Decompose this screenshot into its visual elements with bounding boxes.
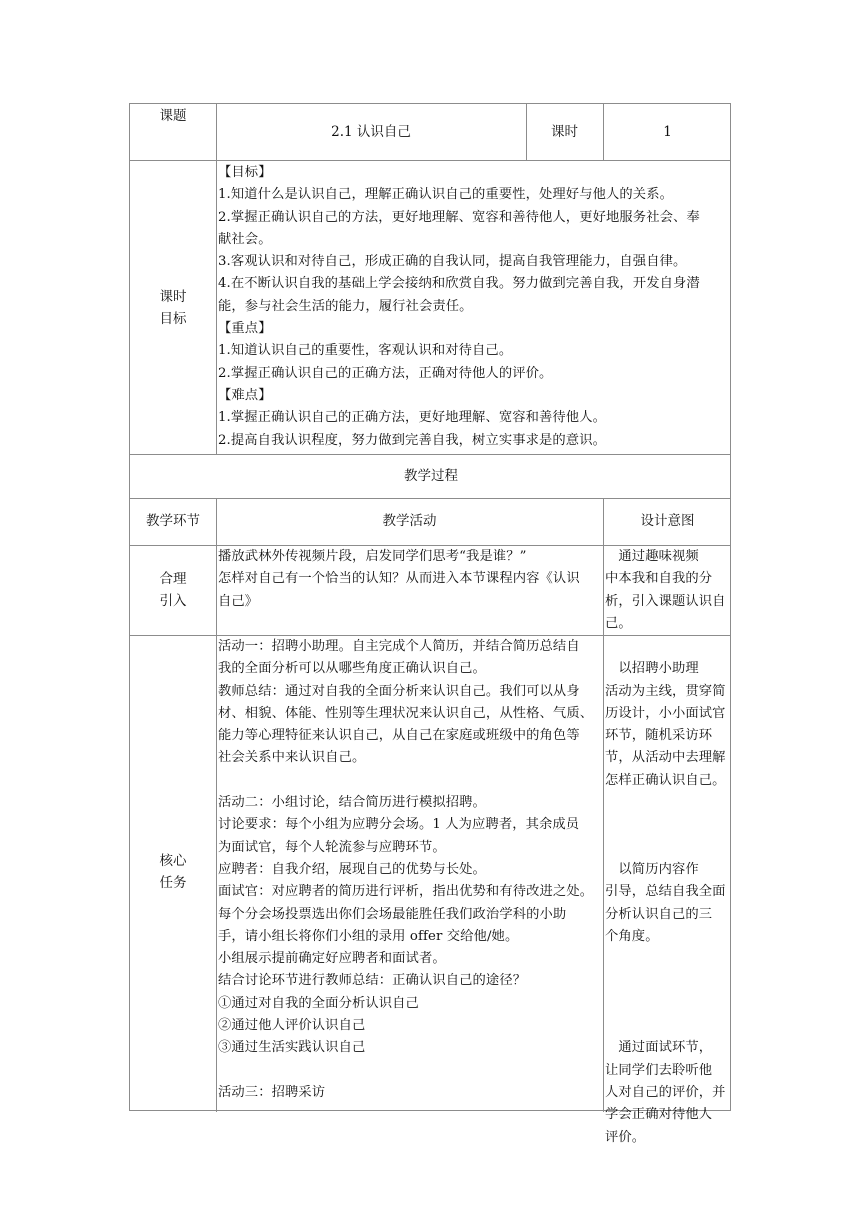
core-intent-line [605, 837, 732, 859]
core-activity-line: 讨论要求：每个小组为应聘分会场。1 人为应聘者，其余成员 [218, 817, 580, 833]
intro-activity-line: 自己》 [218, 593, 259, 609]
lesson-plan-table [129, 103, 731, 1145]
intro-activity-line: 播放武林外传视频片段，启发同学们思考“我是谁？” [218, 549, 527, 564]
core-activity-line: 社会关系中来认识自己。 [218, 750, 366, 766]
core-activity-line: 教师总结：通过对自我的全面分析来认识自己。我们可以从身 [218, 683, 580, 699]
core-label-line: 任务 [159, 875, 187, 891]
intro-intent-line: 中本我和自我的分 [605, 571, 713, 587]
col-header-activity: 教学活动 [382, 513, 437, 529]
intro-intent-line: 析，引入课题认识自 [605, 593, 726, 609]
objective-line: 4.在不断认识自我的基础上学会接纳和欣赏自我。努力做到完善自我，开发自身潜 [218, 276, 700, 292]
core-activity-line: 活动二：小组讨论，结合简历进行模拟招聘。 [218, 795, 486, 811]
intro-activity [216, 546, 603, 613]
topic-label: 课题 [159, 108, 187, 124]
objective-line: 1.知道认识自己的重要性，客观认识和对待自己。 [218, 343, 513, 359]
topic-value: 2.1 认识自己 [331, 124, 411, 140]
core-activity-line: ①通过对自我的全面分析认识自己 [218, 995, 419, 1011]
core-label [130, 850, 216, 896]
intro-label [130, 568, 216, 614]
core-activity-line: 材、相貌、体能、性别等生理状况来认识自己，从性格、气质、 [218, 705, 594, 721]
col-header-stage: 教学环节 [146, 513, 200, 529]
core-activity-line: 活动三：招聘采访 [218, 1084, 326, 1100]
core-activity-line: 我的全面分析可以从哪些角度正确认识自己。 [218, 661, 486, 677]
core-activity-line: 应聘者：自我介绍，展现自己的优势与长处。 [218, 861, 486, 877]
objective-line: 【难点】 [218, 387, 272, 403]
core-activity-line: 为面试官，每个人轮流参与应聘环节。 [218, 839, 446, 855]
process-title: 教学过程 [404, 468, 458, 484]
core-intent-line [605, 970, 732, 992]
objectives-label [130, 286, 216, 332]
core-activity-line: 结合讨论环节进行教师总结：正确认识自己的途径？ [218, 973, 527, 989]
intro-intent [603, 546, 732, 635]
objective-line: 3.客观认识和对待自己，形成正确的自我认同，提高自我管理能力，自强自律。 [218, 254, 687, 270]
core-intent-line: 以招聘小助理 [605, 661, 699, 677]
objectives-text [216, 162, 732, 452]
objective-line: 能，参与社会生活的能力，履行社会责任。 [218, 298, 473, 314]
core-intent-line: 个角度。 [605, 928, 659, 944]
intro-intent-line: 己。 [605, 615, 632, 631]
intro-activity-line: 怎样对自己有一个恰当的认知？从而进入本节课程内容《认识 [218, 571, 580, 587]
core-activity-line: 小组展示提前确定好应聘者和面试者。 [218, 951, 446, 967]
intro-intent-line: 通过趣味视频 [605, 549, 699, 564]
hours-value: 1 [663, 124, 672, 140]
core-intent-line: 引导，总结自我全面 [605, 884, 726, 900]
objective-line: 献社会。 [218, 231, 272, 247]
core-activity-line: 手，请小组长将你们小组的录用 offer 交给他/她。 [218, 928, 519, 944]
core-intent-line: 评价。 [605, 1129, 646, 1145]
core-intent-line [605, 948, 732, 970]
core-intent-line: 通过面试环节， [605, 1040, 713, 1056]
core-intent-line: 环节，随机采访环 [605, 728, 713, 744]
core-label-line: 核心 [159, 853, 187, 869]
core-intent-line: 学会正确对待他人 [605, 1107, 713, 1123]
col-header-intent: 设计意图 [640, 513, 695, 529]
core-activity-line: 每个分会场投票选出你们会场最能胜任我们政治学科的小助 [218, 906, 567, 922]
core-activity-line: ②通过他人评价认识自己 [218, 1018, 366, 1034]
row-divider [130, 160, 730, 161]
core-intent-line: 让同学们去聆听他 [605, 1062, 713, 1078]
core-intent-line: 节，从活动中去理解 [605, 750, 726, 766]
objectives-label-line: 课时 [159, 289, 187, 305]
core-intent-line [605, 792, 732, 814]
core-intent-line: 人对自己的评价，并 [605, 1084, 726, 1100]
core-intent [603, 636, 732, 1149]
core-intent-line: 历设计，小小面试官 [605, 705, 726, 721]
objective-line: 1.知道什么是认识自己，理解正确认识自己的重要性，处理好与他人的关系。 [218, 187, 673, 203]
hours-label: 课时 [551, 124, 578, 140]
core-intent-line [605, 993, 732, 1015]
core-intent-line: 怎样正确认识自己。 [605, 772, 726, 788]
core-activity-line [218, 770, 603, 792]
core-activity-line: 活动一：招聘小助理。自主完成个人简历，并结合简历总结自 [218, 639, 580, 654]
objective-line: 【目标】 [218, 165, 272, 180]
objective-line: 【重点】 [218, 321, 272, 337]
objective-line: 2.掌握正确认识自己的正确方法，正确对待他人的评价。 [218, 365, 553, 381]
core-activity [216, 636, 603, 1104]
intro-label-line: 引入 [159, 593, 187, 609]
core-activity-line: ③通过生活实践认识自己 [218, 1040, 366, 1056]
objective-line: 1.掌握正确认识自己的正确方法，更好地理解、宽容和善待他人。 [218, 410, 606, 426]
core-intent-line: 活动为主线，贯穿简 [605, 683, 726, 699]
intro-label-line: 合理 [159, 571, 187, 587]
core-activity-line: 能力等心理特征来认识自己，从自己在家庭或班级中的角色等 [218, 728, 580, 744]
core-intent-line [605, 814, 732, 836]
core-activity-line: 面试官：对应聘者的简历进行评析，指出优势和有待改进之处。 [218, 884, 594, 900]
core-intent-line [605, 636, 732, 658]
core-intent-line [605, 1015, 732, 1037]
core-intent-line: 以简历内容作 [605, 861, 699, 877]
core-activity-line [218, 1060, 603, 1082]
core-intent-line: 分析认识自己的三 [605, 906, 713, 922]
objective-line: 2.提高自我认识程度，努力做到完善自我，树立实事求是的意识。 [218, 432, 606, 448]
objectives-label-line: 目标 [159, 311, 187, 327]
objective-line: 2.掌握正确认识自己的方法，更好地理解、宽容和善待他人，更好地服务社会、奉 [218, 209, 700, 225]
